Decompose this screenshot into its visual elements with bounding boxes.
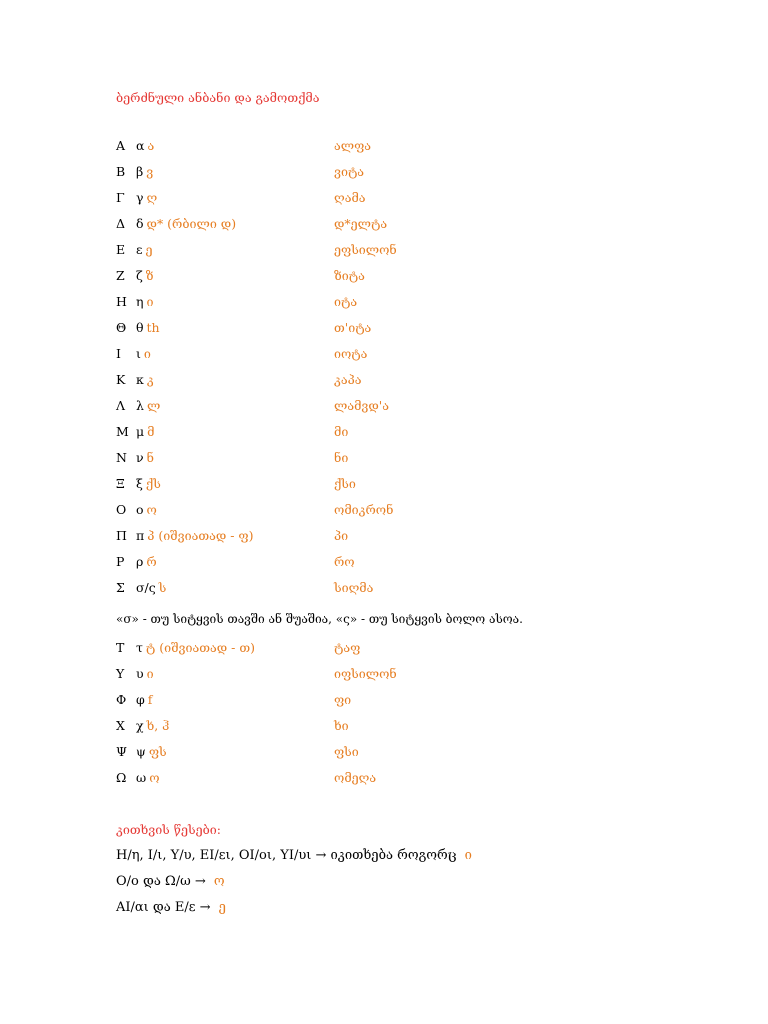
greek-uppercase: Ρ — [116, 554, 125, 569]
georgian-pronunciation: ნ — [146, 450, 154, 465]
rule-text: ΑΙ/αι და Ε/ε → — [116, 900, 211, 915]
letter-row — [116, 136, 676, 156]
georgian-pronunciation: ს — [158, 580, 167, 595]
letter-name: ომიკრონ — [334, 502, 394, 517]
greek-uppercase: Τ — [116, 640, 125, 655]
georgian-pronunciation: ქს — [145, 476, 161, 491]
greek-lowercase: ι — [136, 346, 141, 361]
letter-row — [116, 162, 676, 182]
rule-result: ი — [460, 848, 472, 863]
letter-name: ფი — [334, 692, 352, 707]
letter-name: პი — [334, 528, 349, 543]
greek-uppercase: Γ — [116, 190, 125, 205]
letter-row — [116, 266, 676, 286]
greek-lowercase: σ/ς — [136, 580, 156, 595]
rule-result: ო — [209, 874, 225, 889]
georgian-pronunciation: ტ (იშვიათად - თ) — [145, 640, 255, 655]
greek-uppercase: Ο — [116, 502, 127, 517]
letter-name: ფსი — [334, 744, 359, 759]
georgian-pronunciation: დ* (რბილი დ) — [146, 216, 237, 231]
letter-name: ალფა — [334, 138, 372, 153]
letter-name: კაპა — [334, 372, 362, 387]
greek-uppercase: Κ — [116, 372, 126, 387]
greek-lowercase: ξ — [136, 476, 143, 491]
letter-row — [116, 664, 676, 684]
greek-uppercase: Φ — [116, 692, 127, 707]
georgian-pronunciation: ა — [147, 138, 155, 153]
georgian-pronunciation: ი — [143, 346, 151, 361]
georgian-pronunciation: ზ — [145, 268, 154, 283]
greek-lowercase: λ — [136, 398, 144, 413]
letter-name: ვიტა — [334, 164, 365, 179]
letter-row — [116, 318, 676, 338]
letter-row — [116, 240, 676, 260]
letter-name: დ*ელტა — [334, 216, 388, 231]
georgian-pronunciation: ო — [149, 770, 160, 785]
letter-name: იტა — [334, 294, 358, 309]
page-title: ბერძნული ანბანი და გამოთქმა — [116, 90, 320, 105]
sigma-note: «σ» - თუ სიტყვის თავში ან შუაშია, «ς» - თუ სიტყვის ბოლო ასოა. — [116, 612, 523, 626]
greek-uppercase: Ζ — [116, 268, 125, 283]
letter-row — [116, 396, 676, 416]
reading-rule — [116, 872, 225, 892]
georgian-pronunciation: ი — [146, 294, 154, 309]
rule-result: ე — [214, 900, 226, 915]
reading-rule — [116, 846, 472, 866]
letter-row — [116, 526, 676, 546]
greek-uppercase: Λ — [116, 398, 126, 413]
letter-row — [116, 500, 676, 520]
letter-name: ლამვდ'ა — [334, 398, 389, 413]
greek-uppercase: Π — [116, 528, 127, 543]
greek-uppercase: Δ — [116, 216, 126, 231]
greek-uppercase: Η — [116, 294, 127, 309]
greek-lowercase: β — [136, 164, 144, 179]
greek-uppercase: Ψ — [116, 744, 127, 759]
greek-lowercase: α — [136, 138, 145, 153]
greek-lowercase: κ — [136, 372, 144, 387]
greek-lowercase: ζ — [136, 268, 143, 283]
greek-lowercase: ν — [136, 450, 144, 465]
letter-name: ეფსილონ — [334, 242, 397, 257]
letter-row — [116, 690, 676, 710]
letter-name: ქსი — [334, 476, 356, 491]
greek-lowercase: φ — [136, 692, 145, 707]
letter-row — [116, 716, 676, 736]
greek-lowercase: ο — [136, 502, 144, 517]
georgian-pronunciation: ო — [146, 502, 157, 517]
greek-uppercase: Ξ — [116, 476, 125, 491]
georgian-pronunciation: რ — [146, 554, 157, 569]
georgian-pronunciation: ე — [145, 242, 153, 257]
georgian-pronunciation: th — [146, 320, 160, 335]
letter-row — [116, 638, 676, 658]
greek-uppercase: Ι — [116, 346, 121, 361]
letter-name: იფსილონ — [334, 666, 397, 681]
letter-row — [116, 292, 676, 312]
letter-name: ტაფ — [334, 640, 361, 655]
rule-text: Η/η, Ι/ι, Υ/υ, ΕΙ/ει, ΟΙ/οι, ΥΙ/υι → იკითხება როგორც — [116, 848, 457, 863]
letter-name: მი — [334, 424, 349, 439]
greek-lowercase: θ — [136, 320, 144, 335]
greek-lowercase: μ — [136, 424, 145, 439]
greek-uppercase: Θ — [116, 320, 127, 335]
greek-uppercase: Ω — [116, 770, 127, 785]
letter-name: თ'იტა — [334, 320, 372, 335]
georgian-pronunciation: პ (იშვიათად - ფ) — [147, 528, 254, 543]
letter-row — [116, 742, 676, 762]
georgian-pronunciation: კ — [146, 372, 154, 387]
letter-name: ომეღა — [334, 770, 377, 785]
greek-lowercase: ω — [136, 770, 147, 785]
letter-row — [116, 448, 676, 468]
greek-uppercase: Ε — [116, 242, 126, 257]
reading-rules-title: კითხვის წესები: — [116, 822, 221, 837]
greek-uppercase: Ν — [116, 450, 127, 465]
letter-name: ზიტა — [334, 268, 365, 283]
rule-text: Ο/ο და Ω/ω → — [116, 874, 206, 889]
georgian-pronunciation: ლ — [146, 398, 161, 413]
greek-lowercase: τ — [136, 640, 143, 655]
letter-row — [116, 578, 676, 598]
georgian-pronunciation: f — [147, 692, 153, 707]
georgian-pronunciation: ვ — [146, 164, 154, 179]
letter-row — [116, 768, 676, 788]
greek-lowercase: γ — [136, 190, 144, 205]
georgian-pronunciation: ფს — [148, 744, 167, 759]
greek-lowercase: ε — [136, 242, 143, 257]
greek-uppercase: Υ — [116, 666, 125, 681]
georgian-pronunciation: ი — [146, 666, 154, 681]
greek-lowercase: υ — [136, 666, 144, 681]
greek-lowercase: χ — [136, 718, 144, 733]
letter-name: ხი — [334, 718, 349, 733]
letter-name: რო — [334, 554, 355, 569]
letter-row — [116, 214, 676, 234]
greek-uppercase: Α — [116, 138, 126, 153]
georgian-pronunciation: მ — [147, 424, 155, 439]
reading-rule — [116, 898, 226, 918]
letter-name: ნი — [334, 450, 349, 465]
letter-row — [116, 188, 676, 208]
letter-name: ღამა — [334, 190, 366, 205]
greek-uppercase: Β — [116, 164, 126, 179]
georgian-pronunciation: ხ, ჰ — [146, 718, 170, 733]
greek-uppercase: Χ — [116, 718, 125, 733]
letter-name: იოტა — [334, 346, 368, 361]
greek-lowercase: ρ — [136, 554, 144, 569]
letter-row — [116, 474, 676, 494]
letter-name: სიღმა — [334, 580, 374, 595]
greek-uppercase: Σ — [116, 580, 125, 595]
letter-row — [116, 552, 676, 572]
greek-uppercase: Μ — [116, 424, 129, 439]
letter-row — [116, 370, 676, 390]
greek-lowercase: δ — [136, 216, 144, 231]
greek-lowercase: ψ — [136, 744, 146, 759]
greek-lowercase: η — [136, 294, 144, 309]
georgian-pronunciation: ღ — [146, 190, 158, 205]
greek-lowercase: π — [136, 528, 145, 543]
letter-row — [116, 344, 676, 364]
letter-row — [116, 422, 676, 442]
